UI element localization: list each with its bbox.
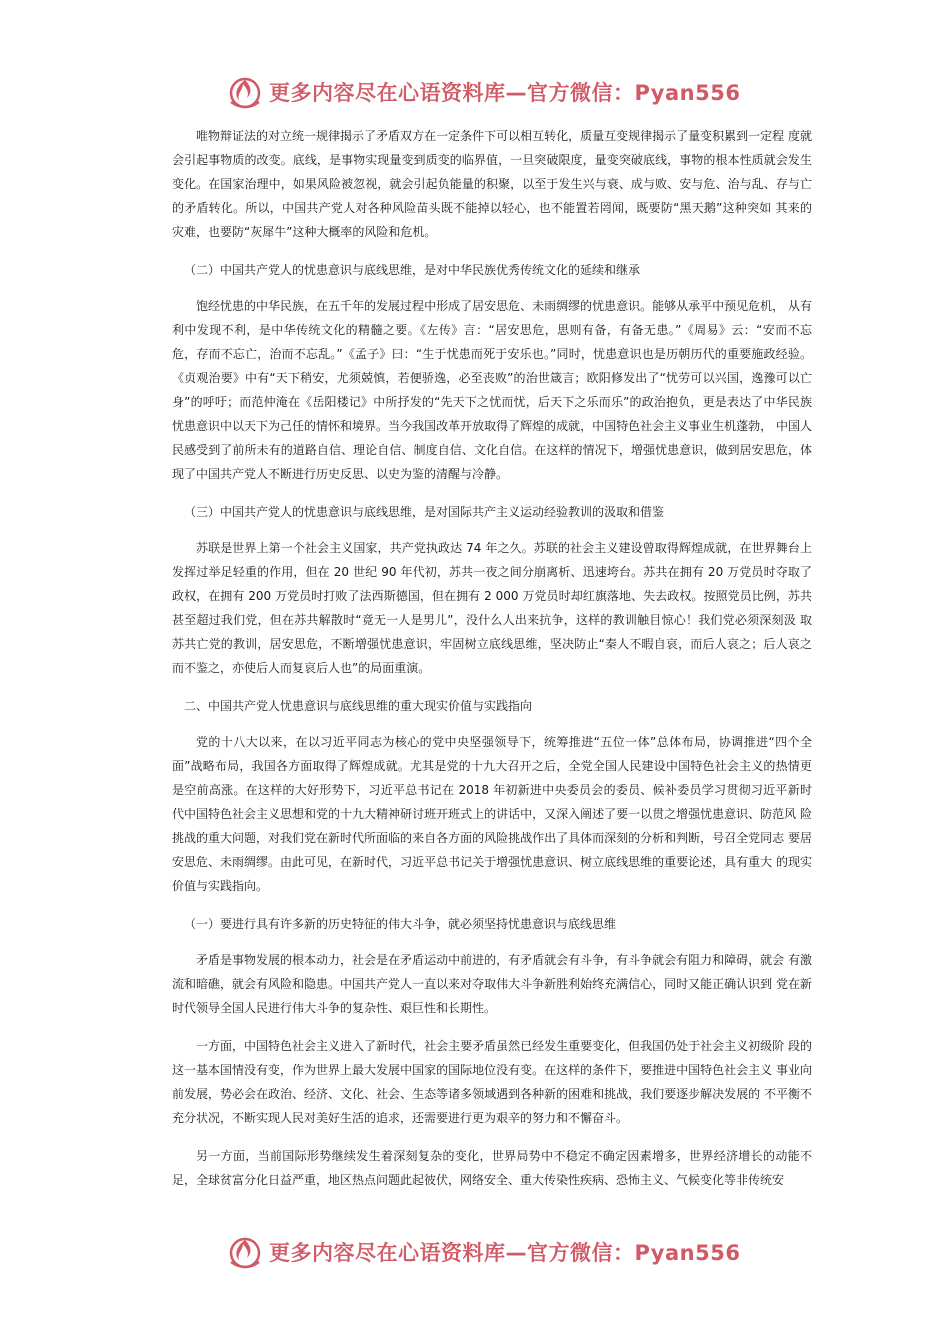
flame-logo-icon — [225, 1232, 265, 1272]
section-heading: （一）要进行具有许多新的历史特征的伟大斗争，就必须坚持忧患意识与底线思维 — [184, 917, 617, 931]
paragraph: 饱经忧患的中华民族，在五千年的发展过程中形成了居安思危、未雨绸缪的忧患意识。能够从承平中预见危机， 从有利中发现不利，是中华传统文化的精髓之要。《左传》言：“居安思危，思则有备，有备无患。”《周易》云：“安而不忘危，存而不忘亡，治而不忘乱。”《孟子》曰：“生于忧患而死于安乐也。”同时，忧患意识也是历朝历代的重要施政经验。《贞观治要》中有“天下稍安，尤须兢慎，若便骄逸，必至丧败”的治世箴言；欧阳修发出了“忧劳可以兴国，逸豫可以亡身”的呼吁；而范仲淹在《岳阳楼记》中所抒发的“先天下之忧而忧，后天下之乐而乐”的政治抱负，更是表达了中华民族忧患意识中以天下为己任的情怀和境界。当今我国改革开放取得了辉煌的成就，中国特色社会主义事业生机蓬勃， 中国人民感受到了前所未有的道路自信、理论自信、制度自信、文化自信。在这样的情况下，增强忧患意识，做到居安思危，体现了中国共产党人不断进行历史反思、以史为鉴的清醒与冷静。 — [172, 299, 812, 481]
paragraph: 党的十八大以来，在以习近平同志为核心的党中央坚强领导下，统筹推进“五位一体”总体布局，协调推进“四个全面”战略布局，我国各方面取得了辉煌成就。尤其是党的十九大召开之后，全党全国人民建设中国特色社会主义的热情更 是空前高涨。在这样的大好形势下，习近平总书记在 2018 年初新进中央委员会的委员、候补委员学习贯彻习近平新时 代中国特色社会主义思想和党的十九大精神研讨班开班式上的讲话中，又深入阐述了要一以贯之增强忧患意识、防范风 险挑战的重大问题，对我们党在新时代所面临的来自各方面的风险挑战作出了具体而深刻的分析和判断，号召全党同志 要居安思危、未雨绸缪。由此可见，在新时代，习近平总书记关于增强忧患意识、树立底线思维的重要论述，具有重大 的现实价值与实践指向。 — [172, 735, 812, 893]
watermark-banner-bottom — [225, 1232, 745, 1272]
paragraph: 另一方面，当前国际形势继续发生着深刻复杂的变化，世界局势中不稳定不确定因素增多，世界经济增长的动能不足，全球贫富分化日益严重，地区热点问题此起彼伏，网络安全、重大传染性疾病、恐怖主义、气候变化等非传统安 — [172, 1149, 812, 1187]
watermark-banner-top — [225, 72, 745, 112]
paragraph: 矛盾是事物发展的根本动力，社会是在矛盾运动中前进的，有矛盾就会有斗争，有斗争就会有阻力和障碍，就会 有激流和暗礁，就会有风险和隐患。中国共产党人一直以来对夺取伟大斗争新胜利始终充满信心，同时又能正确认识到 党在新时代领导全国人民进行伟大斗争的复杂性、艰巨性和长期性。 — [172, 953, 812, 1015]
paragraph: 唯物辩证法的对立统一规律揭示了矛盾双方在一定条件下可以相互转化，质量互变规律揭示了量变积累到一定程 度就会引起事物质的改变。底线，是事物实现量变到质变的临界值，一旦突破限度，量变突破底线，事物的根本性质就会发生变化。在国家治理中，如果风险被忽视，就会引起负能量的积聚，以至于发生兴与衰、成与败、安与危、治与乱、存与亡的矛盾转化。所以，中国共产党人对各种风险苗头既不能掉以轻心，也不能置若罔闻，既要防“黑天鹅”这种突如 其来的灾难，也要防“灰犀牛”这种大概率的风险和危机。 — [172, 129, 812, 239]
flame-logo-icon — [225, 72, 265, 112]
watermark-text: 更多内容尽在心语资料库—官方微信：Pyan556 — [269, 1241, 741, 1265]
section-heading: （三）中国共产党人的忧患意识与底线思维，是对国际共产主义运动经验教训的汲取和借鉴 — [184, 505, 665, 519]
paragraph: 一方面，中国特色社会主义进入了新时代，社会主要矛盾虽然已经发生重要变化，但我国仍处于社会主义初级阶 段的这一基本国情没有变，作为世界上最大发展中国家的国际地位没有变。在这样的条件下，要推进中国特色社会主义 事业向前发展，势必会在政治、经济、文化、社会、生态等诸多领域遇到各种新的困难和挑战，我们要逐步解决发展的 不平衡不充分状况，不断实现人民对美好生活的追求，还需要进行更为艰辛的努力和不懈奋斗。 — [172, 1039, 812, 1125]
section-heading: 二、中国共产党人忧患意识与底线思维的重大现实价值与实践指向 — [184, 699, 533, 713]
section-heading: （二）中国共产党人的忧患意识与底线思维，是对中华民族优秀传统文化的延续和继承 — [184, 263, 641, 277]
watermark-text: 更多内容尽在心语资料库—官方微信：Pyan556 — [269, 81, 741, 105]
document-body — [172, 120, 812, 1206]
paragraph: 苏联是世界上第一个社会主义国家，共产党执政达 74 年之久。苏联的社会主义建设曾取得辉煌成就，在世界舞台上发挥过举足轻重的作用，但在 20 世纪 90 年代初，苏共一夜之间分崩离析、迅速垮台。苏共在拥有 20 万党员时夺取了政权，在拥有 200 万党员时打败了法西斯德国，但在拥有 2 000 万党员时却红旗落地、失去政权。按照党员比例，苏共甚至超过我们党，但在苏共解散时“竟无一人是男儿”，没什么人出来抗争，这样的教训触目惊心！我们党必须深刻汲 取苏共亡党的教训，居安思危，不断增强忧患意识，牢固树立底线思维，坚决防止“秦人不暇自哀，而后人哀之；后人哀之而不鉴之，亦使后人而复哀后人也”的局面重演。 — [172, 541, 812, 675]
